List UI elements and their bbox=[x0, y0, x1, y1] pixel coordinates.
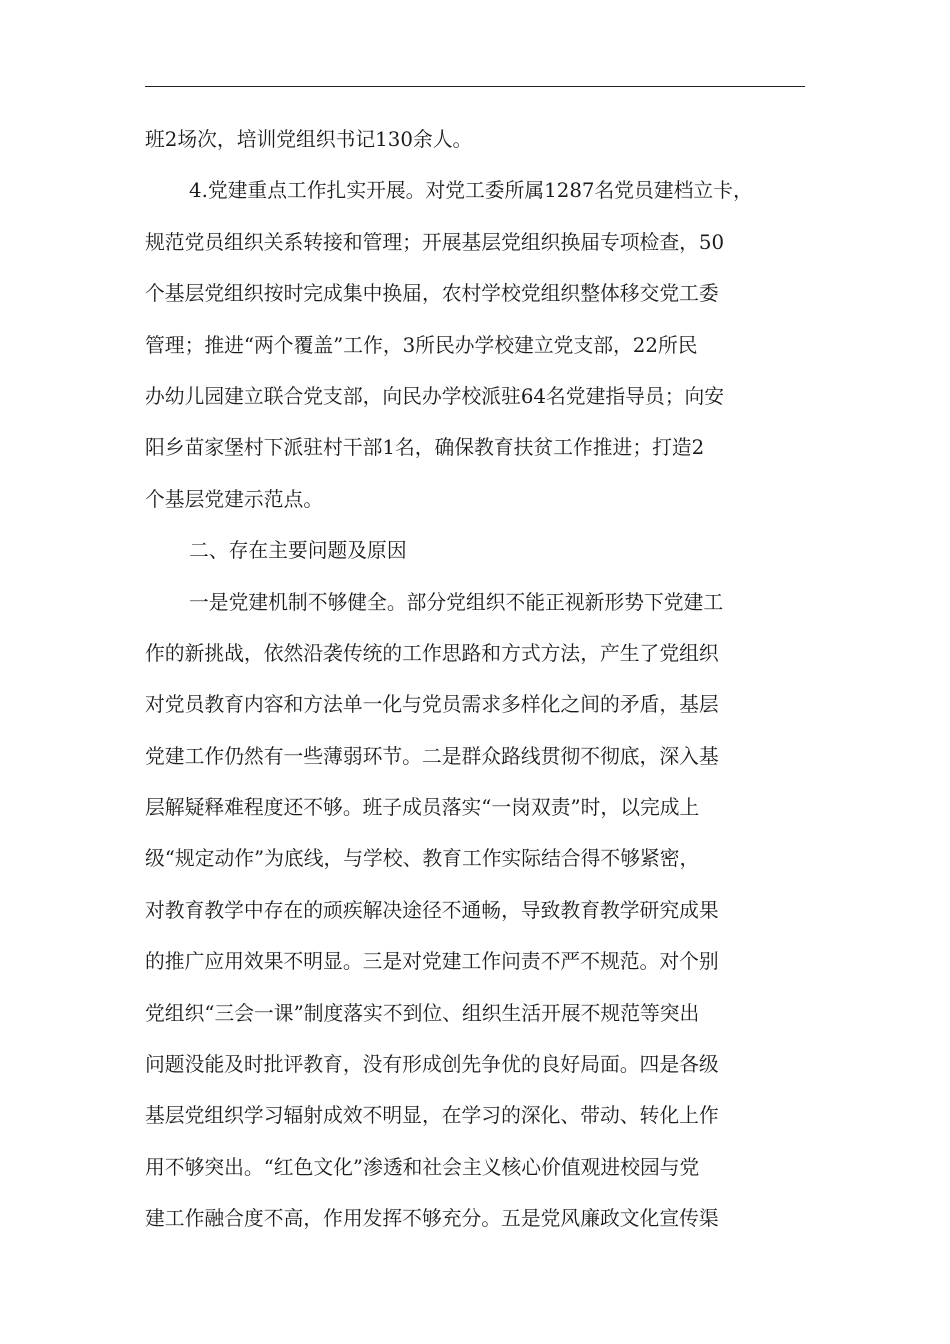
text-line: 管理；推进“两个覆盖”工作，3所民办学校建立党支部，22所民 bbox=[145, 333, 698, 357]
text-line: 个基层党建示范点。 bbox=[145, 487, 324, 511]
text-line: 党组织“三会一课”制度落实不到位、组织生活开展不规范等突出 bbox=[145, 1001, 700, 1025]
text-line: 用不够突出。“红色文化”渗透和社会主义核心价值观进校园与党 bbox=[145, 1155, 700, 1179]
text-line: 建工作融合度不高，作用发挥不够充分。五是党风廉政文化宣传渠 bbox=[145, 1207, 719, 1231]
text-line: 层解疑释难程度还不够。班子成员落实“一岗双责”时，以完成上 bbox=[145, 796, 700, 820]
text-line: 党建工作仍然有一些薄弱环节。二是群众路线贯彻不彻底，深入基 bbox=[145, 744, 719, 768]
text-line: 4.党建重点工作扎实开展。对党工委所属1287名党员建档立卡， bbox=[189, 179, 753, 203]
text-line: 二、存在主要问题及原因 bbox=[189, 539, 407, 563]
text-line: 阳乡苗家堡村下派驻村干部1名，确保教育扶贫工作推进；打造2 bbox=[145, 436, 705, 460]
text-line: 一是党建机制不够健全。部分党组织不能正视新形势下党建工 bbox=[189, 590, 724, 614]
header-divider bbox=[145, 86, 805, 87]
text-line: 个基层党组织按时完成集中换届，农村学校党组织整体移交党工委 bbox=[145, 282, 719, 306]
text-line: 的推广应用效果不明显。三是对党建工作问责不严不规范。对个别 bbox=[145, 950, 719, 974]
text-line: 班2场次，培训党组织书记130余人。 bbox=[145, 128, 473, 151]
text-line: 级“规定动作”为底线，与学校、教育工作实际结合得不够紧密， bbox=[145, 847, 700, 871]
text-line: 对党员教育内容和方法单一化与党员需求多样化之间的矛盾，基层 bbox=[145, 693, 719, 717]
text-line: 办幼儿园建立联合党支部，向民办学校派驻64名党建指导员；向安 bbox=[145, 384, 725, 408]
text-line: 对教育教学中存在的顽疾解决途径不通畅，导致教育教学研究成果 bbox=[145, 898, 719, 922]
text-line: 基层党组织学习辐射成效不明显，在学习的深化、带动、转化上作 bbox=[145, 1104, 719, 1128]
text-line: 作的新挑战，依然沿袭传统的工作思路和方式方法，产生了党组织 bbox=[145, 641, 719, 665]
text-line: 问题没能及时批评教育，没有形成创先争优的良好局面。四是各级 bbox=[145, 1053, 719, 1077]
text-line: 规范党员组织关系转接和管理；开展基层党组织换届专项检查，50 bbox=[145, 230, 725, 254]
document-body bbox=[145, 114, 805, 1245]
